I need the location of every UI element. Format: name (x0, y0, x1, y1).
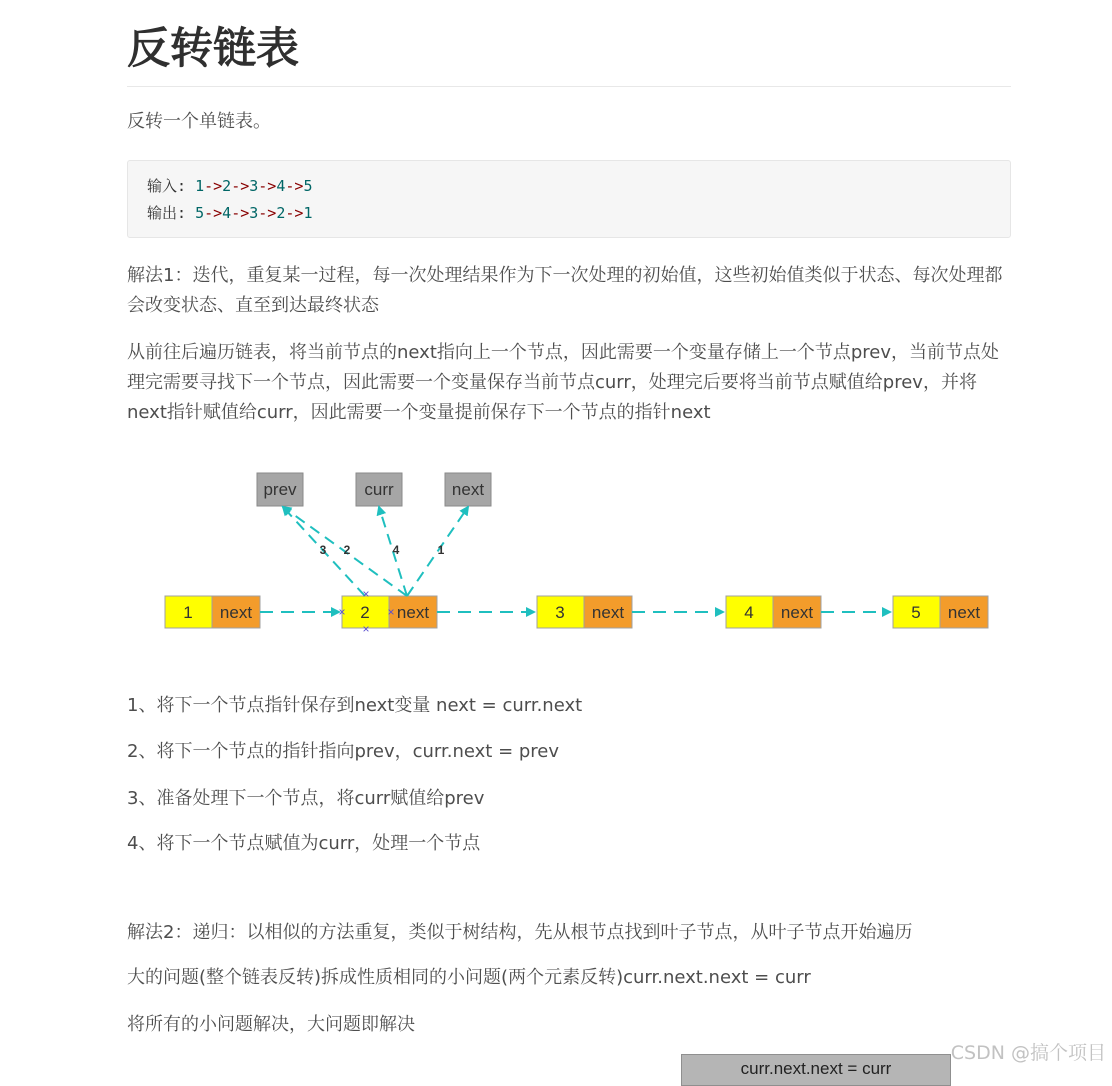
solution2-heading: 解法2：递归：以相似的方法重复，类似于树结构，先从根节点找到叶子节点，从叶子节点开始遍历 (127, 922, 913, 943)
example-output-line (147, 200, 312, 226)
output-value: 4 (222, 204, 232, 222)
input-arrow: -> (231, 177, 250, 195)
variable-curr-label: curr (364, 480, 394, 499)
input-value: 5 (303, 177, 313, 195)
step-label-3: 3 (319, 543, 327, 557)
node-2-value: 2 (360, 603, 370, 622)
variable-prev-label: prev (263, 480, 297, 499)
input-arrow: -> (204, 177, 223, 195)
input-sequence (195, 177, 312, 195)
input-arrow: -> (285, 177, 304, 195)
output-value: 5 (195, 204, 205, 222)
csdn-watermark: CSDN @搞个项目 (950, 1042, 1106, 1064)
cross-mark: × (387, 605, 395, 619)
node-4-value: 4 (744, 603, 754, 622)
input-arrow: -> (258, 177, 277, 195)
step-3: 3、准备处理下一个节点，将curr赋值给prev (127, 788, 485, 809)
output-arrow: -> (285, 204, 304, 222)
solution1-heading: 解法1：迭代，重复某一过程，每一次处理结果作为下一次处理的初始值，这些初始值类似于状态、每次处理都会改变状态、直至到达最终状态 (127, 265, 1003, 316)
variable-curr-box (356, 473, 402, 506)
input-value: 3 (249, 177, 259, 195)
input-value: 4 (276, 177, 286, 195)
node-4 (726, 596, 821, 628)
step-4: 4、将下一个节点赋值为curr，处理一个节点 (127, 833, 481, 854)
node-4-pointer: next (780, 603, 814, 622)
node-1-value: 1 (183, 603, 193, 622)
example-input-line (147, 173, 312, 199)
node-5 (893, 596, 988, 628)
variable-next-label: next (451, 480, 485, 499)
step-label-4: 4 (392, 543, 400, 557)
output-arrow: -> (258, 204, 277, 222)
node-1-pointer: next (219, 603, 253, 622)
solution2-line2: 大的问题(整个链表反转)拆成性质相同的小问题(两个元素反转)curr.next.next = curr (127, 967, 811, 988)
intro-text: 反转一个单链表。 (127, 111, 271, 132)
recursion-figure-label: curr.next.next = curr (681, 1054, 951, 1086)
cross-mark: × (362, 622, 370, 636)
input-value: 1 (195, 177, 205, 195)
input-value: 2 (222, 177, 232, 195)
node-5-value: 5 (911, 603, 921, 622)
node-5-pointer: next (947, 603, 981, 622)
example-code-block (127, 160, 1011, 238)
node-1 (165, 596, 260, 628)
article (127, 0, 1011, 1035)
node-2-pointer: next (396, 603, 430, 622)
input-label: 输入: (147, 177, 196, 195)
step-label-1: 1 (437, 543, 445, 557)
page-title: 反转链表 (127, 0, 1011, 87)
solution2-line3: 将所有的小问题解决，大问题即解决 (127, 1014, 415, 1035)
output-label: 输出: (147, 204, 196, 222)
output-sequence (195, 204, 312, 222)
step-1: 1、将下一个节点指针保存到next变量 next = curr.next (127, 695, 583, 716)
solution1-description: 从前往后遍历链表，将当前节点的next指向上一个节点，因此需要一个变量存储上一个节点prev，当前节点处理完需要寻找下一个节点，因此需要一个变量保存当前节点curr，处理完后要将当前节点赋值给prev，并将next指针赋值给curr，因此需要一个变量提前保存下一个节点的指针next (127, 342, 1000, 423)
node-3 (537, 596, 632, 628)
variable-prev-box (257, 473, 303, 506)
variable-next-box (445, 473, 491, 506)
output-arrow: -> (204, 204, 223, 222)
cross-mark: × (362, 587, 370, 601)
output-value: 1 (303, 204, 313, 222)
step-2: 2、将下一个节点的指针指向prev，curr.next = prev (127, 741, 560, 762)
linked-list-diagram (127, 460, 1011, 660)
cross-mark: × (338, 605, 346, 619)
output-arrow: -> (231, 204, 250, 222)
output-value: 2 (276, 204, 286, 222)
node-3-pointer: next (591, 603, 625, 622)
step-label-2: 2 (343, 543, 351, 557)
node-3-value: 3 (555, 603, 565, 622)
output-value: 3 (249, 204, 259, 222)
